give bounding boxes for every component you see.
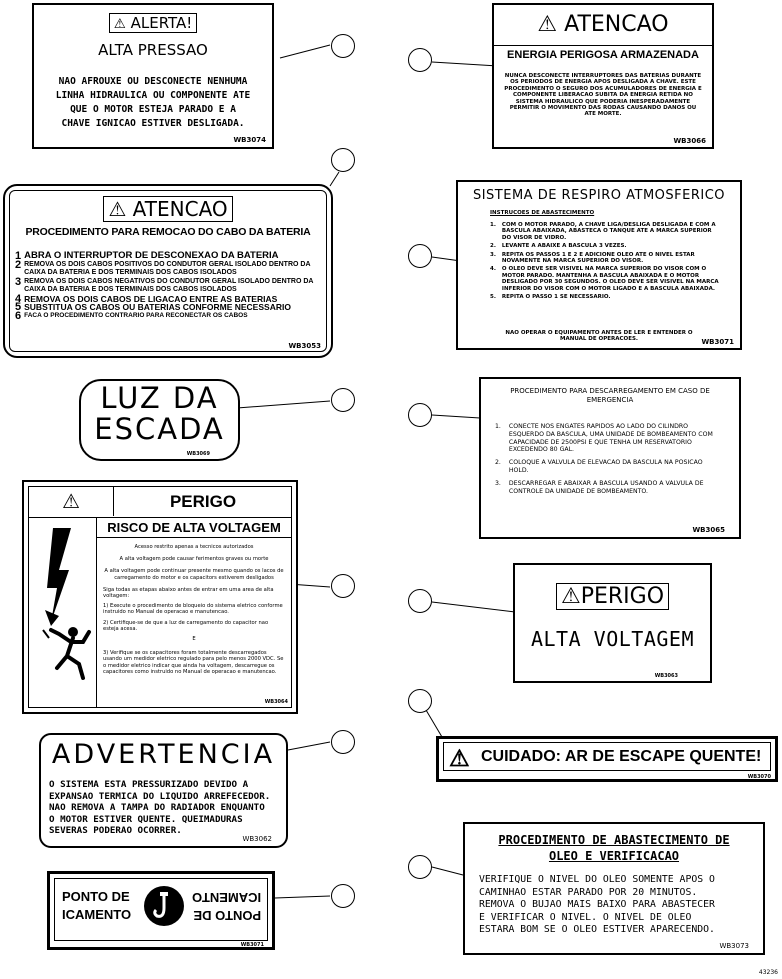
- decal-sistema-respiro: [456, 180, 742, 350]
- perigo-pequeno-header: ⚠PERIGO: [556, 583, 669, 610]
- decal-code: WB3069: [186, 451, 210, 457]
- callout-circle: [408, 403, 432, 427]
- cuidado-text: CUIDADO: AR DE ESCAPE QUENTE!: [481, 748, 762, 765]
- callout-circle: [408, 244, 432, 268]
- warning-triangle-icon: ⚠: [560, 584, 581, 609]
- atencao-bateria-title: PROCEDIMENTO PARA REMOCAO DO CABO DA BATERIA: [25, 226, 311, 238]
- warning-triangle-icon: ⚠: [113, 16, 126, 32]
- decal-code: WB3071: [240, 942, 264, 948]
- decal-perigo-pequeno: [513, 563, 712, 683]
- decal-code: WB3070: [747, 774, 771, 780]
- callout-circle: [331, 34, 355, 58]
- perigo-pequeno-title: ALTA VOLTAGEM: [530, 627, 695, 651]
- callout-circle: [408, 589, 432, 613]
- sistema-steps: 1. COM O MOTOR PARADO, A CHAVE LIGA/DESLIGA DESLIGADA E COM A BASCULA ABAIXADA, ABASTECA O TANQUE ATE A MARCA SUPERIOR DO VISOR DE VIDRO. 2. LEVANTE A ABAIXE A BASCULA 3 VEZES. 3. REPITA OS PASSOS 1 E 2 E ADICIONE OLEO ATE O NIVEL ESTAR NOVAMENTE NA MARCA SUPERIOR DO VISOR. 4. O OLEO DEVE SER VISIVEL NA MARCA SUPERIOR DO VISOR COM O MOTOR PARADO. MANTENHA A BASCULA ABAIXADA E O MOTOR DESLIGADO POR 30 SEGUNDOS. O OLEO DEVE SER VISIVEL NA MARCA INFERIOR DO VISOR COM O MOTOR LIGADO E A BASCULA ABAIXADA. 5. REPITA O PASSO 1 SE NECESSARIO.: [490, 222, 719, 301]
- decal-advertencia: [39, 733, 288, 848]
- abastecimento-title: PROCEDIMENTO DE ABASTECIMENTO DE OLEO E VERIFICACAO: [498, 833, 730, 863]
- sistema-subtitle: INSTRUCOES DE ABASTECIMENTO: [490, 210, 595, 216]
- lightning-shock-icon: [29, 518, 97, 708]
- alerta-body: NAO AFROUXE OU DESCONECTE NENHUMA LINHA HIDRAULICA OU COMPONENTE ATE QUE O MOTOR ESTEJA PARADO E A CHAVE IGNICAO ESTIVER DESLIGADA.: [55, 76, 251, 129]
- callout-circle: [331, 148, 355, 172]
- luz-text: LUZ DA ESCADA: [94, 381, 225, 446]
- icamento-right-text: PONTO DE ICAMENTO: [192, 890, 262, 923]
- icamento-left-text: PONTO DE ICAMENTO: [62, 889, 132, 922]
- atencao-bateria-header: ⚠ ATENCAO: [103, 196, 232, 222]
- callout-circle: [408, 48, 432, 72]
- decal-code: WB3053: [288, 342, 321, 350]
- lifting-hook-icon: [144, 886, 184, 926]
- sistema-title: SISTEMA DE RESPIRO ATMOSFERICO: [472, 188, 726, 203]
- warning-triangle-icon: ⚠: [29, 487, 114, 516]
- decal-code: WB3064: [264, 699, 288, 705]
- atencao-energia-header: ⚠ ATENCAO: [494, 5, 712, 46]
- decal-code: WB3071: [701, 338, 734, 346]
- callout-circle: [331, 884, 355, 908]
- decal-alerta-alta-pressao: [32, 3, 274, 149]
- atencao-bateria-steps: 1 ABRA O INTERRUPTOR DE DESCONEXAO DA BATERIA 2 REMOVA OS DOIS CABOS POSITIVOS DO CONDUTOR GERAL ISOLADO DENTRO DA CAIXA DA BATERIA E DOS TERMINAIS DOS CABOS ISOLADOS 3 REMOVA OS DOIS CABOS NEGATIVOS DO CONDUTOR GERAL ISOLADO DENTRO DA CAIXA DA BATERIA E DOS TERMINAIS DOS CABOS ISOLADOS 4 REMOVA OS DOIS CABOS DE LIGACAO ENTRE AS BATERIAS 5 SUBSTITUA OS CABOS OU BATERIAS CONFORME NECESSARIO 6 FACA O PROCEDIMENTO CONTRARIO PARA RECONECTAR OS CABOS: [15, 250, 314, 322]
- decal-atencao-energia: [492, 3, 714, 149]
- perigo-body: Acesso restrito apenas a tecnicos autorizados A alta voltagem pode causar ferimentos graves ou morte A alta voltagem pode continuar presente mesmo quando os lacos de carregamento do motor e os capacitors estiverem desligados Siga todas as etapas abaixo antes de entrar em uma area de alta voltagem: 1) Execute o procedimento de bloqueio do sistema eletrico conforme instruido no Manual de operacao e manutencao. 2) Certifique-se de que a luz de carregamento do capacitor nao esteja acesa. E 3) Verifique se os capacitores foram totalmente descarregados usando um medidor eletrico regulado para pelo menos 2000 VDC. Se o medidor eletrico indicar que ainda ha voltagem, descarregue os capacitores como instruido no Manual de operacao e manutencao.: [103, 544, 284, 675]
- abastecimento-body: VERIFIQUE O NIVEL DO OLEO SOMENTE APOS O CAMINHAO ESTAR PARADO POR 20 MINUTOS. REMOVA O BUJAO MAIS BAIXO PARA ABASTECER E VERIFICAR O NIVEL. O NIVEL DE OLEO ESTARA BOM SE O OLEO ESTIVER APARECENDO.: [479, 874, 715, 935]
- decal-code: WB3074: [233, 136, 266, 144]
- decal-perigo-alta-voltagem: [22, 480, 298, 714]
- perigo-header: PERIGO: [169, 492, 237, 511]
- atencao-energia-title: ENERGIA PERIGOSA ARMAZENADA: [507, 49, 699, 61]
- perigo-title: RISCO DE ALTA VOLTAGEM: [97, 520, 291, 538]
- callout-circle: [331, 388, 355, 412]
- decal-luz-escada: [79, 379, 240, 461]
- decal-atencao-bateria: [3, 184, 333, 358]
- callout-circle: [408, 689, 432, 713]
- warning-triangle-icon: ⚠: [537, 12, 558, 37]
- atencao-energia-body: NUNCA DESCONECTE INTERRUPTORES DAS BATERIAS DURANTE OS PERIODOS DE ENERGIA APOS DESLIGADA A CHAVE. ESTE PROCEDIMENTO O SEGURO DOS ACUMULADORES DE ENERGIA E COMPONENTE LIBERACAO SUBITA DA ENERGIA RETIDA NO SISTEMA HIDRAULICO QUE PODERIA INESPERADAMENTE PERMITIR O MOVIMENTO DAS RODAS CAUSANDO DANOS OU ATE MORTE.: [504, 73, 702, 118]
- alerta-header: ⚠ ALERTA!: [109, 13, 198, 33]
- decal-descarregamento: [479, 377, 741, 539]
- warning-triangle-icon: ⚠: [108, 197, 127, 221]
- alerta-title: ALTA PRESSAO: [98, 41, 208, 59]
- descarregamento-steps: 1. CONECTE NOS ENGATES RAPIDOS AO LADO DO CILINDRO ESQUERDO DA BASCULA, UMA UNIDADE DE BOMBEAMENTO COM CAPACIDADE DE 2500PSI E QUE TENHA UM RESERVATORIO EXCEDENDO 80 GAL. 2. COLOQUE A VALVULA DE ELEVACAO DA BASCULA NA POSICAO HOLD. 3. DESCARREGAR E ABAIXAR A BASCULA USANDO A VALVULA DE CONTROLE DA UNIDADE DE BOMBEAMENTO.: [495, 423, 713, 495]
- decal-code: WB3073: [719, 942, 749, 950]
- sistema-footer: NAO OPERAR O EQUIPAMENTO ANTES DE LER E ENTENDER O MANUAL DE OPERACOES.: [505, 330, 693, 343]
- decal-cuidado-escape: [436, 736, 778, 782]
- decal-abastecimento-oleo: [463, 822, 765, 955]
- callout-circle: [331, 730, 355, 754]
- drawing-code: 43236: [758, 969, 778, 976]
- advertencia-body: O SISTEMA ESTA PRESSURIZADO DEVIDO A EXPANSAO TERMICA DO LIQUIDO ARREFECEDOR. NAO REMOVA A TAMPA DO RADIADOR ENQUANTO O MOTOR ESTIVER QUENTE. QUEIMADURAS SEVERAS PODERAO OCORRER.: [49, 779, 271, 836]
- decal-code: WB3065: [692, 526, 725, 534]
- descarregamento-title: PROCEDIMENTO PARA DESCARREGAMENTO EM CASO DE EMERGENCIA: [510, 387, 710, 404]
- advertencia-header: ADVERTENCIA: [51, 739, 276, 770]
- warning-triangle-icon: ⚠: [449, 745, 470, 771]
- decal-ponto-icamento: [47, 871, 275, 950]
- callout-circle: [331, 574, 355, 598]
- decal-code: WB3066: [673, 137, 706, 145]
- decal-code: WB3063: [654, 673, 678, 679]
- decal-code: WB3062: [242, 835, 272, 843]
- callout-circle: [408, 855, 432, 879]
